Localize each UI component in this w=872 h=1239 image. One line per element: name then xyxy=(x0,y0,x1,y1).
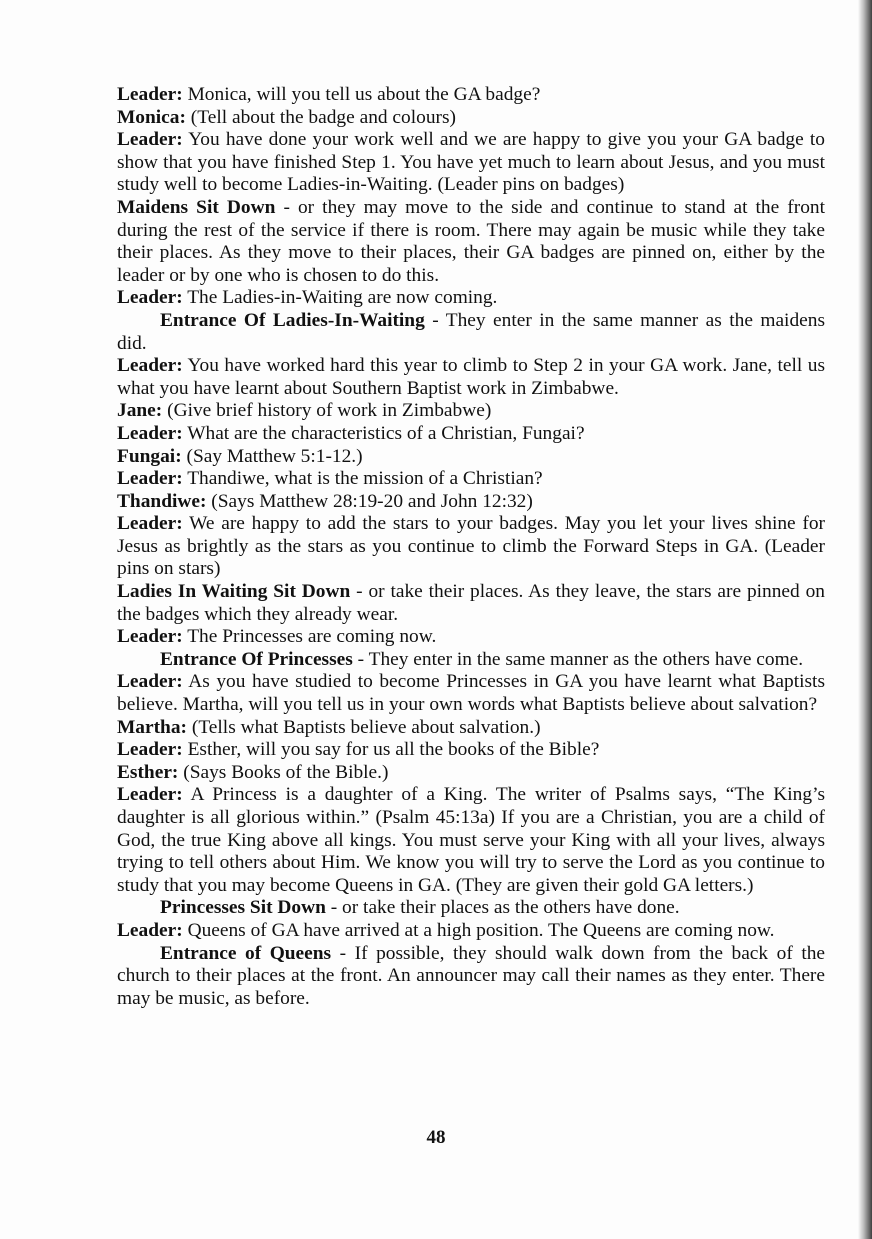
speaker-label: Jane: xyxy=(117,400,163,422)
paragraph-text: - They enter in the same manner as the others have come. xyxy=(357,648,804,670)
paragraph-text: What are the characteristics of a Christian, Fungai? xyxy=(187,422,585,444)
speaker-label: Leader: xyxy=(117,513,183,535)
paragraph-text: (Says Matthew 28:19-20 and John 12:32) xyxy=(211,490,533,512)
paragraph xyxy=(117,423,825,446)
paragraph-text: We are happy to add the stars to your badges. May you let your lives shine for Jesus as brightly as the stars as you continue to climb the Forward Steps in GA. (Leader pins on stars) xyxy=(117,513,826,580)
paragraph xyxy=(117,943,825,1011)
speaker-label: Leader: xyxy=(117,422,183,444)
paragraph-text: Monica, will you tell us about the GA badge? xyxy=(187,84,541,105)
paragraph-text: A Princess is a daughter of a King. The writer of Psalms says, “The King’s daughter is all glorious within.” (Psalm 45:13a) If you are a Christian, you are a child of God, the true King above all kings. You must serve your King with all your lives, always trying to tell others about Him. We know you will try to serve the Lord as you continue to study that you may become Queens in GA. (They are given their gold GA letters.) xyxy=(117,784,826,896)
paragraph xyxy=(117,197,825,287)
speaker-label: Entrance of Queens xyxy=(160,942,332,964)
paragraph-text: You have done your work well and we are happy to give you your GA badge to show that you have finished Step 1. You have yet much to learn about Jesus, and you must study well to become Ladies-in-Waiting. (Leader pins on badges) xyxy=(117,129,825,196)
paragraph xyxy=(117,739,825,762)
paragraph-text: (Tell about the badge and colours) xyxy=(190,106,456,128)
paragraph xyxy=(117,400,825,423)
paragraph-text: As you have studied to become Princesses in GA you have learnt what Baptists believe. Martha, will you tell us in your own words what Baptists believe about salvation? xyxy=(117,671,825,716)
speaker-label: Ladies In Waiting Sit Down xyxy=(117,581,351,603)
paragraph xyxy=(117,784,825,897)
paragraph-text: - If possible, they should walk down from the back of the church to their places at the front. An announcer may call their names as they enter. There may be music, as before. xyxy=(117,942,826,1009)
speaker-label: Esther: xyxy=(117,761,179,783)
paragraph xyxy=(117,762,825,785)
paragraph xyxy=(117,920,825,943)
speaker-label: Leader: xyxy=(117,129,183,151)
paragraph-text: Queens of GA have arrived at a high position. The Queens are coming now. xyxy=(187,919,775,941)
speaker-label: Leader: xyxy=(117,287,183,309)
paragraph xyxy=(117,468,825,491)
speaker-label: Entrance Of Ladies-In-Waiting xyxy=(160,309,425,331)
paragraph xyxy=(117,626,825,649)
speaker-label: Monica: xyxy=(117,106,186,128)
paragraph-text: (Tells what Baptists believe about salvation.) xyxy=(191,716,541,738)
script-text xyxy=(117,84,825,1010)
page-number: 48 xyxy=(426,1127,446,1148)
paragraph-text: Thandiwe, what is the mission of a Christian? xyxy=(187,468,543,490)
speaker-label: Leader: xyxy=(117,671,183,693)
paragraph xyxy=(117,355,825,400)
paragraph-text: (Give brief history of work in Zimbabwe) xyxy=(167,400,492,422)
paragraph xyxy=(117,671,825,716)
speaker-label: Leader: xyxy=(117,784,183,806)
paragraph-text: The Princesses are coming now. xyxy=(187,626,437,648)
paragraph-text: - or take their places as the others have done. xyxy=(330,897,680,919)
paragraph xyxy=(117,491,825,514)
speaker-label: Leader: xyxy=(117,355,183,377)
paragraph-text: Esther, will you say for us all the books of the Bible? xyxy=(187,739,600,761)
speaker-label: Leader: xyxy=(117,739,183,761)
paragraph-text: - They enter in the same manner as the maidens did. xyxy=(117,309,825,354)
paragraph xyxy=(117,107,825,130)
paragraph-text: (Say Matthew 5:1-12.) xyxy=(186,445,363,467)
paragraph xyxy=(117,581,825,626)
speaker-label: Leader: xyxy=(117,84,183,105)
paragraph-text: (Says Books of the Bible.) xyxy=(183,761,389,783)
paragraph xyxy=(117,287,825,310)
paragraph xyxy=(117,649,825,672)
paragraph xyxy=(117,310,825,355)
paragraph xyxy=(117,84,825,107)
scan-edge-shadow xyxy=(858,0,872,1239)
paragraph xyxy=(117,717,825,740)
speaker-label: Thandiwe: xyxy=(117,490,207,512)
paragraph-text: - or they may move to the side and continue to stand at the front during the rest of the service if there is room. There may again be music while they take their places. As they move to their places, their GA badges are pinned on, either by the leader or by one who is chosen to do this. xyxy=(117,196,825,286)
speaker-label: Fungai: xyxy=(117,445,182,467)
speaker-label: Leader: xyxy=(117,919,183,941)
paragraph xyxy=(117,513,825,581)
speaker-label: Entrance Of Princesses xyxy=(160,648,353,670)
speaker-label: Leader: xyxy=(117,468,183,490)
paragraph xyxy=(117,446,825,469)
speaker-label: Leader: xyxy=(117,626,183,648)
paragraph-text: The Ladies-in-Waiting are now coming. xyxy=(187,287,498,309)
paragraph-text: You have worked hard this year to climb to Step 2 in your GA work. Jane, tell us what you have learnt about Southern Baptist work in Zimbabwe. xyxy=(117,355,825,399)
paragraph-text: - or take their places. As they leave, the stars are pinned on the badges which they already wear. xyxy=(117,581,825,625)
paragraph xyxy=(117,129,825,197)
speaker-label: Martha: xyxy=(117,716,187,738)
speaker-label: Princesses Sit Down xyxy=(160,897,326,919)
speaker-label: Maidens Sit Down xyxy=(117,196,276,218)
paragraph xyxy=(117,897,825,920)
